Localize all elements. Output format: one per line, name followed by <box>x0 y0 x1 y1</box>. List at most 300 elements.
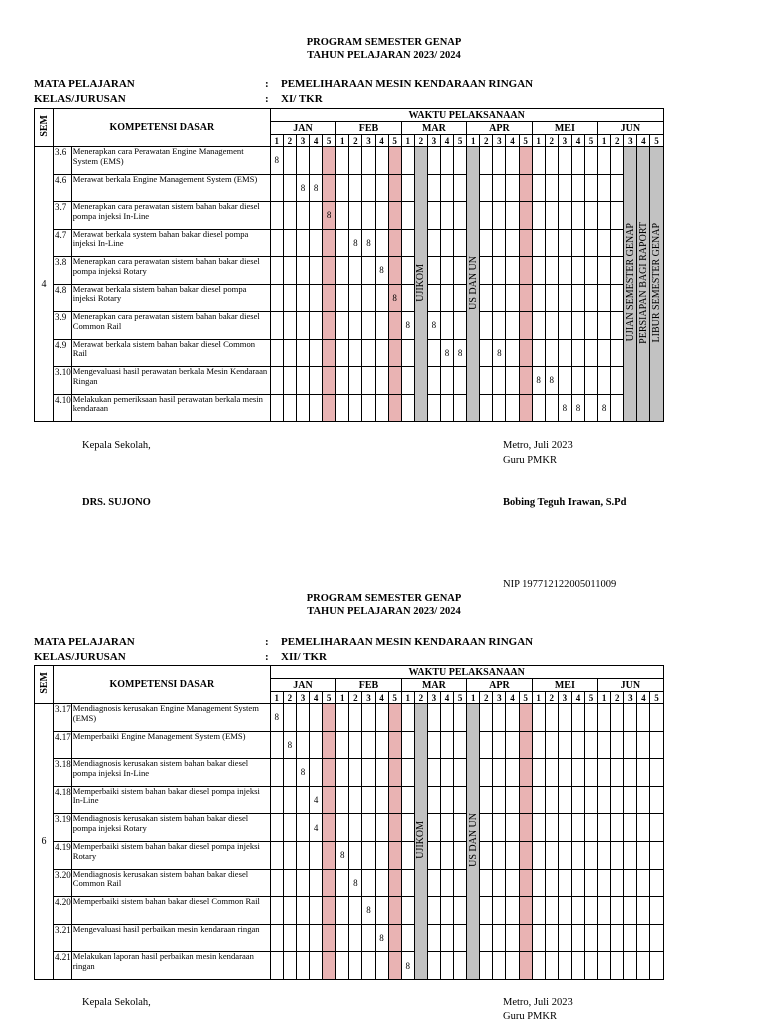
week-cell <box>585 704 598 732</box>
week-number: 4 <box>571 135 584 147</box>
week-cell <box>532 257 545 285</box>
week-cell <box>545 704 558 732</box>
week-cell <box>571 367 584 395</box>
week-cell <box>571 284 584 312</box>
week-cell <box>427 284 440 312</box>
week-cell <box>310 841 323 869</box>
week-cell <box>427 814 440 842</box>
week-cell <box>545 257 558 285</box>
week-cell <box>611 869 624 897</box>
week-cell <box>480 786 493 814</box>
week-cell <box>349 841 362 869</box>
week-cell <box>532 786 545 814</box>
colon: : <box>265 636 269 648</box>
place-date: Metro, Juli 2023 <box>503 997 573 1008</box>
month-jun: JUN <box>598 679 663 692</box>
semester-number: 4 <box>35 147 54 422</box>
week-cell <box>493 814 506 842</box>
holiday-week-cell <box>323 229 336 257</box>
table-row <box>35 174 664 202</box>
holiday-week-cell <box>388 704 401 732</box>
week-cell <box>336 394 349 422</box>
week-cell <box>493 394 506 422</box>
week-cell <box>401 704 414 732</box>
week-cell <box>454 924 467 952</box>
week-cell <box>427 202 440 230</box>
week-cell <box>296 897 309 925</box>
week-cell <box>598 814 611 842</box>
kd-text: Merawat berkala system bahan bakar diesel pompa injeksi In-Line <box>71 229 270 257</box>
holiday-week-cell <box>388 759 401 787</box>
month-mar: MAR <box>401 122 466 135</box>
kd-text: Melakukan laporan hasil perbaikan mesin kendaraan ringan <box>71 952 270 980</box>
week-cell <box>454 257 467 285</box>
week-cell <box>310 367 323 395</box>
week-cell <box>585 814 598 842</box>
week-cell <box>532 202 545 230</box>
week-cell <box>611 731 624 759</box>
week-cell <box>310 257 323 285</box>
week-cell <box>506 814 519 842</box>
week-cell <box>283 394 296 422</box>
week-number: 1 <box>532 135 545 147</box>
week-cell <box>270 731 283 759</box>
week-cell <box>296 367 309 395</box>
week-cell <box>480 202 493 230</box>
week-cell <box>454 814 467 842</box>
week-cell <box>336 731 349 759</box>
kd-text: Mendiagnosis kerusakan sistem bahan bakar diesel pompa injeksi In-Line <box>71 759 270 787</box>
week-number: 4 <box>310 692 323 704</box>
kd-code: 3.18 <box>54 759 72 787</box>
week-cell <box>493 174 506 202</box>
week-cell <box>349 147 362 175</box>
week-cell <box>532 759 545 787</box>
week-cell <box>375 952 388 980</box>
week-cell <box>611 786 624 814</box>
week-cell <box>349 394 362 422</box>
week-cell <box>375 174 388 202</box>
holiday-week-cell <box>323 147 336 175</box>
week-cell <box>493 202 506 230</box>
week-cell <box>637 759 650 787</box>
table-row <box>35 759 664 787</box>
week-cell <box>624 786 637 814</box>
kd-code: 4.8 <box>54 284 72 312</box>
week-cell <box>401 147 414 175</box>
week-cell <box>506 731 519 759</box>
week-cell <box>480 731 493 759</box>
week-cell <box>480 759 493 787</box>
week-number: 1 <box>336 135 349 147</box>
week-cell: 8 <box>532 367 545 395</box>
week-cell <box>362 174 375 202</box>
week-cell <box>401 924 414 952</box>
holiday-week-cell <box>519 952 532 980</box>
week-cell <box>532 174 545 202</box>
week-cell <box>336 257 349 285</box>
week-cell <box>454 367 467 395</box>
week-cell <box>283 841 296 869</box>
week-cell <box>493 924 506 952</box>
kd-text: Memperbaiki Engine Management System (EMS) <box>71 731 270 759</box>
class-value: XII/ TKR <box>281 651 327 663</box>
week-number: 1 <box>401 135 414 147</box>
week-cell <box>401 759 414 787</box>
week-cell <box>336 759 349 787</box>
week-cell <box>480 704 493 732</box>
week-cell <box>571 841 584 869</box>
block-us-un <box>467 704 480 980</box>
kd-text: Memperbaiki sistem bahan bakar diesel pompa injeksi In-Line <box>71 786 270 814</box>
week-number: 2 <box>480 135 493 147</box>
week-cell <box>571 814 584 842</box>
table-row <box>35 147 664 175</box>
week-cell: 8 <box>598 394 611 422</box>
week-cell <box>506 312 519 340</box>
week-number: 3 <box>296 135 309 147</box>
schedule-table <box>34 108 664 422</box>
week-cell <box>362 952 375 980</box>
week-cell <box>440 924 453 952</box>
week-cell <box>270 841 283 869</box>
table-row <box>35 704 664 732</box>
program2-year: TAHUN PELAJARAN 2023/ 2024 <box>307 606 461 617</box>
week-cell <box>480 924 493 952</box>
week-cell <box>480 284 493 312</box>
week-cell <box>427 924 440 952</box>
week-cell <box>558 924 571 952</box>
week-cell <box>611 897 624 925</box>
week-cell: 8 <box>296 759 309 787</box>
week-cell <box>585 257 598 285</box>
week-cell <box>362 869 375 897</box>
week-cell <box>493 759 506 787</box>
colon: : <box>265 651 269 663</box>
week-number: 5 <box>519 135 532 147</box>
week-cell <box>480 312 493 340</box>
week-cell <box>585 731 598 759</box>
week-cell <box>310 229 323 257</box>
week-number: 1 <box>336 692 349 704</box>
week-cell <box>532 731 545 759</box>
class-value: XI/ TKR <box>281 93 323 105</box>
week-cell <box>310 924 323 952</box>
week-cell <box>283 174 296 202</box>
kd-text: Menerapkan cara perawatan sistem bahan bakar diesel Common Rail <box>71 312 270 340</box>
week-cell <box>270 814 283 842</box>
week-cell <box>624 952 637 980</box>
week-cell <box>310 202 323 230</box>
week-number: 3 <box>558 135 571 147</box>
week-cell <box>611 841 624 869</box>
week-cell <box>375 312 388 340</box>
week-cell <box>440 229 453 257</box>
week-cell <box>401 339 414 367</box>
week-cell <box>440 704 453 732</box>
week-cell <box>585 394 598 422</box>
week-number: 3 <box>296 692 309 704</box>
week-number: 2 <box>545 692 558 704</box>
week-cell <box>611 759 624 787</box>
week-cell <box>440 731 453 759</box>
kd-text: Memperbaiki sistem bahan bakar diesel Common Rail <box>71 897 270 925</box>
holiday-week-cell <box>388 312 401 340</box>
week-cell <box>454 312 467 340</box>
week-cell <box>506 786 519 814</box>
week-cell <box>545 202 558 230</box>
block-label: UJIAN SEMESTER GENAP <box>624 223 636 342</box>
holiday-week-cell <box>519 174 532 202</box>
week-cell <box>427 257 440 285</box>
week-cell <box>545 339 558 367</box>
week-cell <box>427 367 440 395</box>
week-cell <box>611 394 624 422</box>
week-cell <box>283 147 296 175</box>
week-cell <box>624 704 637 732</box>
week-cell <box>598 202 611 230</box>
week-cell <box>506 174 519 202</box>
week-number: 1 <box>401 692 414 704</box>
week-cell <box>585 339 598 367</box>
kd-code: 3.6 <box>54 147 72 175</box>
week-number: 4 <box>310 135 323 147</box>
block-jun2 <box>637 147 650 422</box>
week-cell <box>506 202 519 230</box>
week-cell <box>283 312 296 340</box>
week-cell <box>270 174 283 202</box>
week-cell <box>270 257 283 285</box>
week-cell: 8 <box>454 339 467 367</box>
week-cell: 8 <box>375 257 388 285</box>
holiday-week-cell <box>323 257 336 285</box>
month-mar: MAR <box>401 679 466 692</box>
week-cell <box>598 704 611 732</box>
week-cell <box>585 897 598 925</box>
week-cell <box>362 147 375 175</box>
table-row <box>35 952 664 980</box>
week-number: 2 <box>611 135 624 147</box>
time-header: WAKTU PELAKSANAAN <box>270 666 663 679</box>
month-mei: MEI <box>532 122 597 135</box>
week-cell <box>585 147 598 175</box>
week-cell <box>283 786 296 814</box>
week-cell <box>650 952 663 980</box>
week-cell <box>454 786 467 814</box>
week-cell <box>375 814 388 842</box>
week-cell <box>454 759 467 787</box>
week-cell <box>349 704 362 732</box>
week-cell <box>283 869 296 897</box>
holiday-week-cell <box>519 312 532 340</box>
week-cell <box>585 202 598 230</box>
kd-code: 3.20 <box>54 869 72 897</box>
holiday-week-cell <box>323 339 336 367</box>
week-cell <box>611 257 624 285</box>
month-jun: JUN <box>598 122 663 135</box>
week-number: 2 <box>480 692 493 704</box>
kd-header: KOMPETENSI DASAR <box>54 666 271 704</box>
week-cell <box>571 339 584 367</box>
week-cell <box>650 759 663 787</box>
week-cell: 8 <box>283 731 296 759</box>
holiday-week-cell <box>323 174 336 202</box>
week-cell <box>336 367 349 395</box>
teacher-name: Bobing Teguh Irawan, S.Pd <box>503 497 627 508</box>
week-cell <box>571 174 584 202</box>
kd-code: 4.10 <box>54 394 72 422</box>
subject-label: MATA PELAJARAN <box>34 636 135 648</box>
week-cell <box>493 312 506 340</box>
holiday-week-cell <box>519 202 532 230</box>
week-cell <box>558 841 571 869</box>
week-cell: 8 <box>571 394 584 422</box>
week-number: 5 <box>323 692 336 704</box>
week-cell <box>558 786 571 814</box>
week-cell <box>401 174 414 202</box>
holiday-week-cell <box>388 731 401 759</box>
week-cell <box>349 759 362 787</box>
week-cell <box>611 952 624 980</box>
week-number: 1 <box>532 692 545 704</box>
week-cell <box>545 841 558 869</box>
week-cell <box>375 869 388 897</box>
week-cell <box>611 704 624 732</box>
week-cell <box>493 841 506 869</box>
week-cell <box>336 952 349 980</box>
week-cell <box>558 202 571 230</box>
week-cell <box>650 924 663 952</box>
class-label: KELAS/JURUSAN <box>34 651 126 663</box>
week-cell <box>493 284 506 312</box>
week-cell <box>375 147 388 175</box>
week-cell <box>401 814 414 842</box>
block-ujikom <box>414 704 427 980</box>
week-cell <box>310 704 323 732</box>
week-cell <box>611 202 624 230</box>
week-cell <box>427 897 440 925</box>
week-cell <box>375 731 388 759</box>
week-cell <box>296 704 309 732</box>
holiday-week-cell <box>388 897 401 925</box>
holiday-week-cell <box>323 897 336 925</box>
week-cell <box>375 704 388 732</box>
week-number: 2 <box>414 692 427 704</box>
month-apr: APR <box>467 122 532 135</box>
week-cell <box>349 257 362 285</box>
week-cell <box>427 869 440 897</box>
week-cell <box>506 257 519 285</box>
table-row <box>35 202 664 230</box>
kd-text: Mendiagnosis kerusakan Engine Management System (EMS) <box>71 704 270 732</box>
week-cell <box>440 869 453 897</box>
holiday-week-cell <box>519 897 532 925</box>
week-cell <box>270 202 283 230</box>
kd-code: 4.19 <box>54 841 72 869</box>
holiday-week-cell <box>323 952 336 980</box>
kd-text: Mendiagnosis kerusakan sistem bahan bakar diesel Common Rail <box>71 869 270 897</box>
week-cell <box>296 229 309 257</box>
program2-title: PROGRAM SEMESTER GENAP <box>306 593 462 604</box>
holiday-week-cell <box>388 814 401 842</box>
table-row <box>35 731 664 759</box>
week-cell <box>283 814 296 842</box>
week-number: 3 <box>427 692 440 704</box>
week-cell <box>454 952 467 980</box>
week-cell <box>558 284 571 312</box>
week-cell <box>336 704 349 732</box>
holiday-week-cell <box>519 759 532 787</box>
week-cell <box>427 731 440 759</box>
week-cell <box>270 367 283 395</box>
week-cell <box>454 731 467 759</box>
week-cell <box>558 869 571 897</box>
week-cell: 8 <box>296 174 309 202</box>
week-number: 3 <box>362 135 375 147</box>
holiday-week-cell <box>323 284 336 312</box>
week-cell <box>598 147 611 175</box>
week-cell <box>375 841 388 869</box>
week-cell <box>401 257 414 285</box>
week-cell <box>310 339 323 367</box>
week-cell <box>427 952 440 980</box>
week-cell <box>427 147 440 175</box>
holiday-week-cell <box>388 229 401 257</box>
kd-code: 3.10 <box>54 367 72 395</box>
week-cell <box>506 339 519 367</box>
week-cell <box>349 731 362 759</box>
week-cell <box>349 284 362 312</box>
week-number: 1 <box>270 135 283 147</box>
week-cell <box>296 814 309 842</box>
week-cell <box>310 147 323 175</box>
holiday-week-cell <box>519 339 532 367</box>
week-cell <box>506 759 519 787</box>
table-row <box>35 284 664 312</box>
kd-code: 4.20 <box>54 897 72 925</box>
week-cell <box>558 229 571 257</box>
week-cell <box>480 257 493 285</box>
week-cell <box>375 367 388 395</box>
week-number: 3 <box>558 692 571 704</box>
table-row <box>35 257 664 285</box>
week-cell <box>401 786 414 814</box>
week-cell <box>270 312 283 340</box>
week-cell <box>624 814 637 842</box>
week-cell <box>270 394 283 422</box>
week-cell <box>401 202 414 230</box>
principal-name: DRS. SUJONO <box>82 497 151 508</box>
week-cell <box>585 759 598 787</box>
holiday-week-cell: 8 <box>323 202 336 230</box>
week-cell <box>440 367 453 395</box>
kd-text: Merawat berkala Engine Management System (EMS) <box>71 174 270 202</box>
week-cell <box>532 924 545 952</box>
week-cell <box>336 869 349 897</box>
week-number: 5 <box>388 692 401 704</box>
week-cell <box>585 786 598 814</box>
holiday-week-cell <box>388 257 401 285</box>
week-number: 3 <box>493 692 506 704</box>
week-cell <box>401 897 414 925</box>
week-cell <box>558 339 571 367</box>
week-cell <box>375 339 388 367</box>
week-cell <box>506 952 519 980</box>
week-cell: 8 <box>427 312 440 340</box>
week-cell: 8 <box>545 367 558 395</box>
week-cell <box>283 257 296 285</box>
holiday-week-cell <box>519 367 532 395</box>
